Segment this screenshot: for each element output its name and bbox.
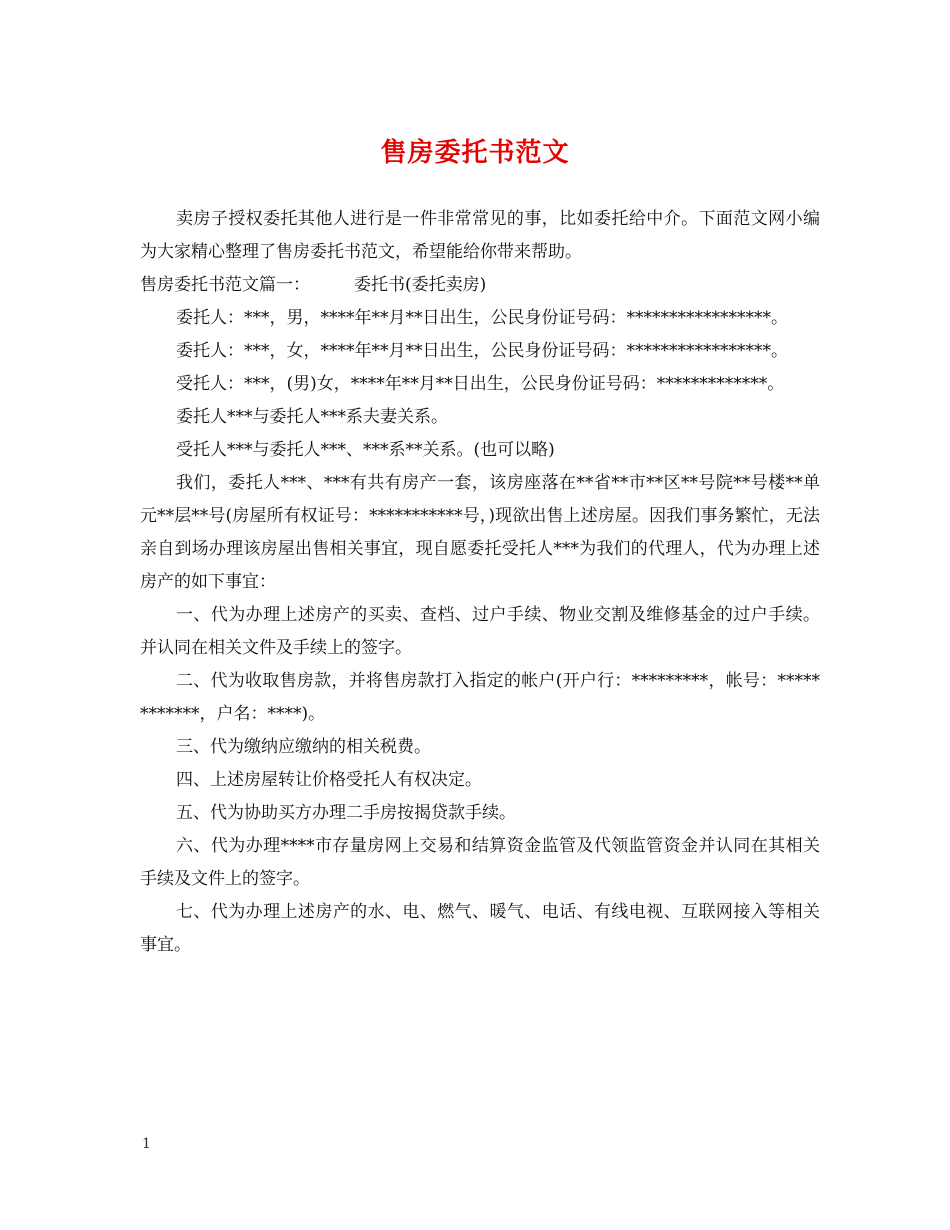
relationship-principals: 委托人***与委托人***系夫妻关系。 [176, 407, 448, 427]
relationship-agent: 受托人***与委托人***、***系**关系。(也可以略) [176, 440, 555, 460]
item-4: 四、上述房屋转让价格受托人有权决定。 [176, 770, 482, 790]
section-heading [140, 269, 820, 302]
principal-2: 委托人：***，女，****年**月**日出生，公民身份证号码：*****************。 [176, 341, 788, 361]
section-heading-label: 售房委托书范文篇一： [140, 275, 310, 295]
page-number: 1 [142, 1136, 151, 1152]
intro-paragraph: 卖房子授权委托其他人进行是一件非常常见的事，比如委托给中介。下面范文网小编为大家精心整理了售房委托书范文，希望能给你带来帮助。 [140, 209, 820, 262]
item-5: 五、代为协助买方办理二手房按揭贷款手续。 [176, 803, 516, 823]
item-7: 七、代为办理上述房产的水、电、燃气、暖气、电话、有线电视、互联网接入等相关事宜。 [140, 902, 820, 955]
item-3: 三、代为缴纳应缴纳的相关税费。 [176, 737, 431, 757]
property-paragraph: 我们，委托人***、***有共有房产一套，该房座落在**省**市**区**号院**号楼**单元**层**号(房屋所有权证号：***********号，)现欲出售上述房屋。因我们事务繁忙，无法亲自到场办理该房屋出售相关事宜，现自愿委托受托人***为我们的代理人，代为办理上述房产的如下事宜： [140, 473, 820, 592]
document-title: 售房委托书范文 [380, 138, 570, 168]
item-6: 六、代为办理****市存量房网上交易和结算资金监管及代领监管资金并认同在其相关手续及文件上的签字。 [140, 836, 820, 889]
agent: 受托人：***，(男)女，****年**月**日出生，公民身份证号码：*************。 [176, 374, 785, 394]
document-body [140, 203, 820, 962]
item-2: 二、代为收取售房款，并将售房款打入指定的帐户(开户行：*********，帐号：************，户名：****)。 [140, 671, 820, 724]
item-1: 一、代为办理上述房产的买卖、查档、过户手续、物业交割及维修基金的过户手续。并认同在相关文件及手续上的签字。 [140, 605, 820, 658]
principal-1: 委托人：***，男，****年**月**日出生，公民身份证号码：*****************。 [176, 308, 788, 328]
section-heading-subtitle: 委托书(委托卖房) [354, 275, 487, 295]
